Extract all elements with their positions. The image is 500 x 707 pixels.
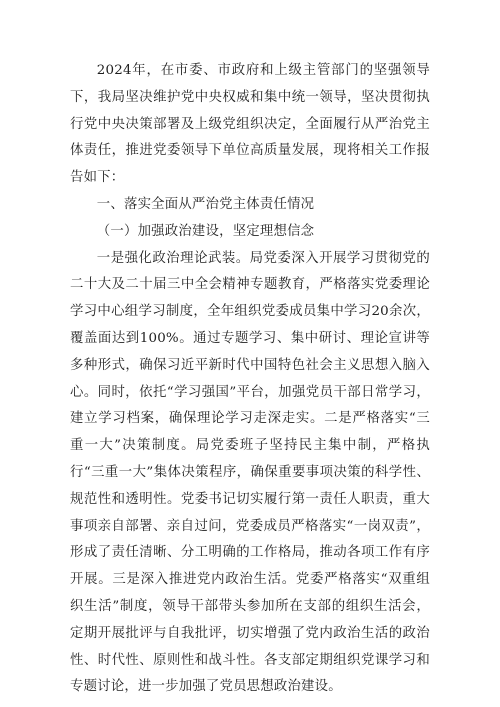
section-heading: 一、落实全面从严治党主体责任情况 — [96, 196, 315, 212]
document-body — [70, 58, 430, 701]
intro-paragraph: 2024年，在市委、市政府和上级主管部门的坚强领导下，我局坚决维护党中央权威和集中统一领导，坚决贯彻执行党中央决策部署及上级党组织决定，全面履行从严治党主体责任，推进党委领导下单位高质量发展，现将相关工作报告如下： — [70, 63, 430, 186]
body-paragraph: 一是强化政治理论武装。局党委深入开展学习贯彻党的二十大及二十届三中全会精神专题教育，严格落实党委理论学习中心组学习制度，全年组织党委成员集中学习20余次，覆盖面达到100%。通过专题学习、集中研讨、理论宣讲等多种形式，确保习近平新时代中国特色社会主义思想入脑入心。同时，依托“学习强国”平台，加强党员干部日常学习，建立学习档案，确保理论学习走深走实。二是严格落实“三重一大”决策制度。局党委班子坚持民主集中制，严格执行“三重一大”集体决策程序，确保重要事项决策的科学性、规范性和透明性。党委书记切实履行第一责任人职责，重大事项亲自部署、亲自过问，党委成员严格落实“一岗双责”，形成了责任清晰、分工明确的工作格局，推动各项工作有序开展。三是深入推进党内政治生活。党委严格落实“双重组织生活”制度，领导干部带头参加所在支部的组织生活会，定期开展批评与自我批评，切实增强了党内政治生活的政治性、时代性、原则性和战斗性。各支部定期组织党课学习和专题讨论，进一步加强了党员思想政治建设。 — [70, 250, 430, 695]
subsection-heading: （一）加强政治建设，坚定理想信念 — [96, 223, 315, 239]
